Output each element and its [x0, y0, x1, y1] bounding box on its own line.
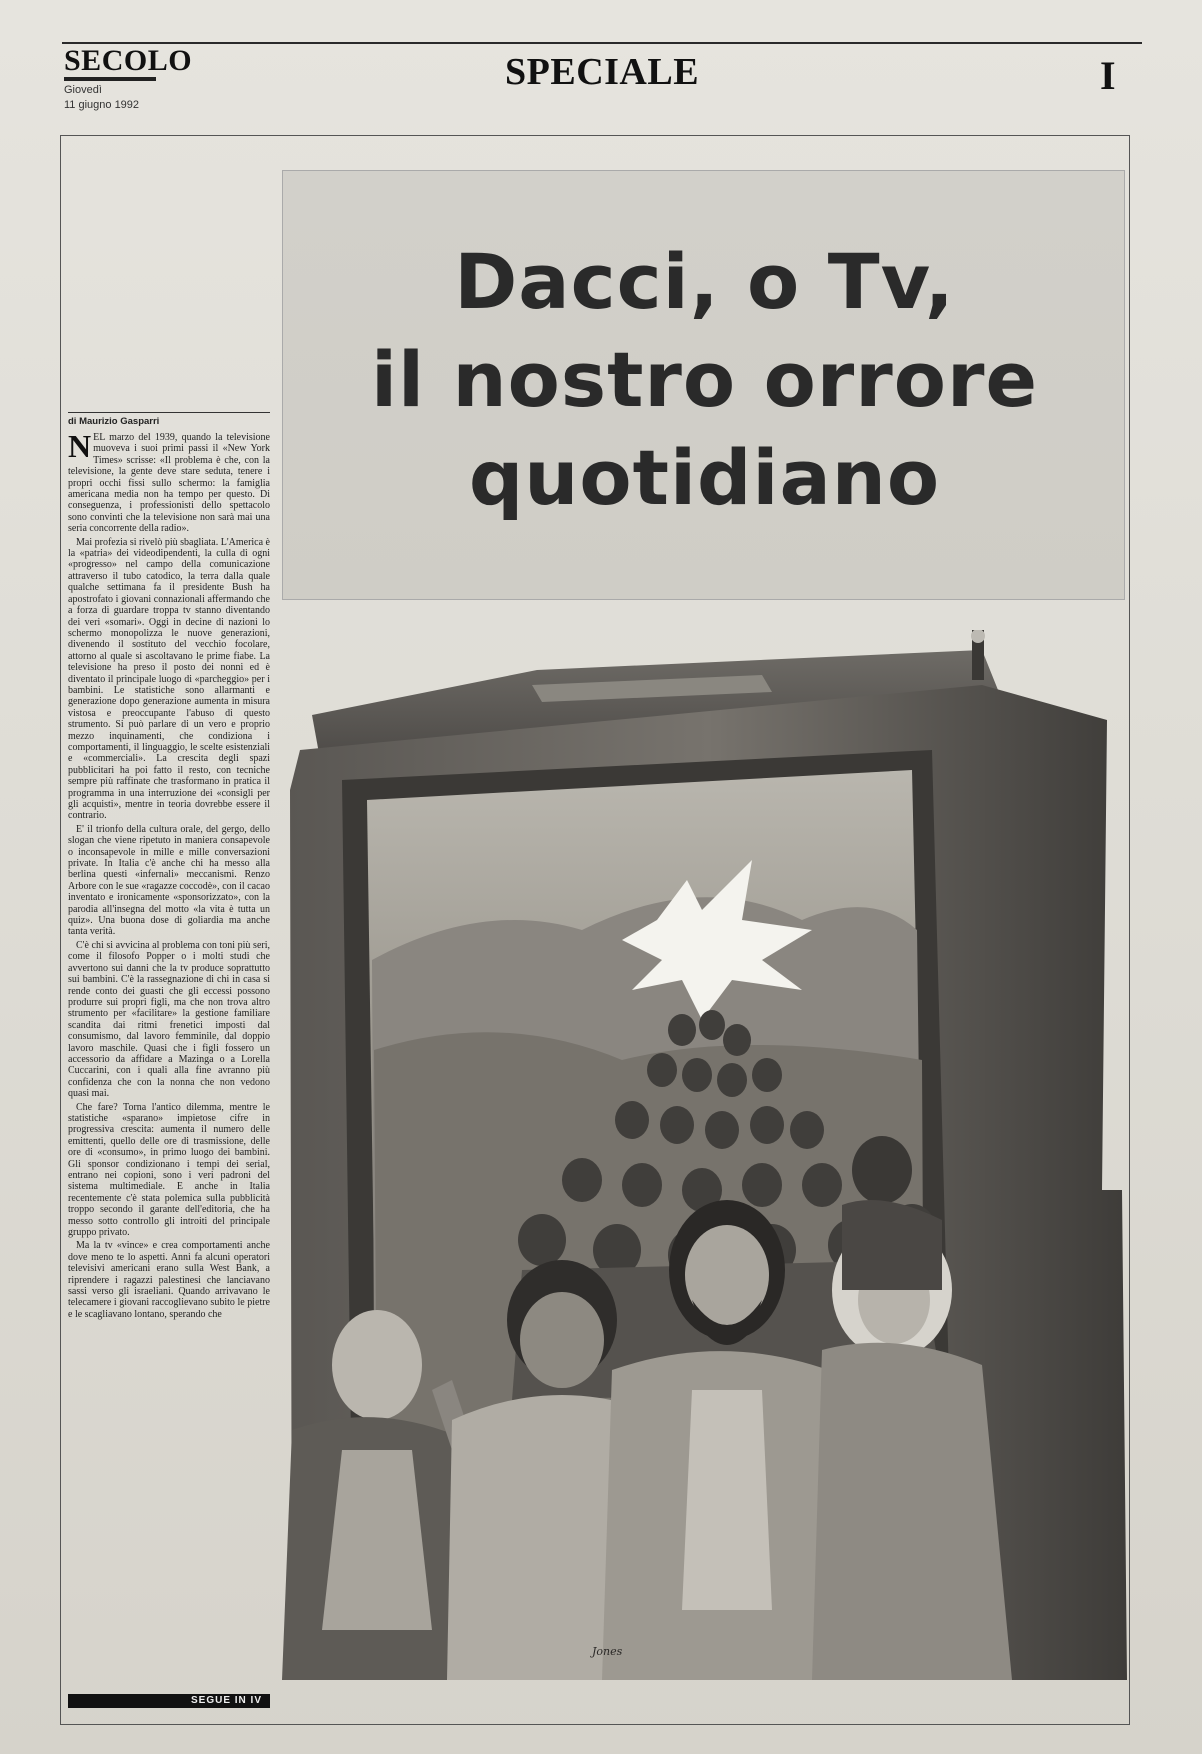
- paragraph-1-text: EL marzo del 1939, quando la televisione muoveva i suoi primi passi il «New York Times» scrisse: «Il problema è che, con la televisione, la gente deve stare seduta, tenere i propri occhi fissi sullo schermo: la famiglia americana media non ha tempo per questo. Di conseguenza, i professionisti dello spettacolo sono convinti che la televisione non sarà mai una seria concorrente della radio».: [68, 432, 270, 535]
- article-paragraph-3: E' il trionfo della cultura orale, del gergo, dello slogan che viene ripetuto in maniera consapevole o inconsapevole in mille e mille conversazioni private. In Italia c'è anche chi ha messo alla berlina questi «infernali» meccanismi. Renzo Arbore con le sue «ragazze coccodè», con il cacao inventato e ironicamente «sponsorizzato», con la parodia all'insegna del motto «la vita è tutta un quiz». Una buona dose di goliardia ma anche tanta verità.: [68, 823, 270, 938]
- dateline-day: Giovedì: [64, 84, 102, 96]
- headline-line-1: Dacci, o Tv,: [454, 237, 955, 326]
- byline: di Maurizio Gasparri: [68, 416, 160, 427]
- logo-underline: [64, 77, 156, 81]
- article-paragraph-4: C'è chi si avvicina al problema con toni più seri, come il filosofo Popper o i molti studi che avvertono sui danni che la tv produce soprattutto sui bambini. C'è la rassegnazione di chi in casa si rende conto dei guasti che gli eccessi possono produrre sui propri figli, ma che non trova altro strumento per «facilitare» la gestione familiare scandita dai ritmi frenetici imposti dal consumismo, dal lavoro femminile, dal doppio lavoro maschile. Quasi che i figli fossero un accessorio da affidare a Mazinga o a Lorella Cuccarini, con i quali alla fine avranno più confidenza che con la nonna che non vedono quasi mai.: [68, 939, 270, 1100]
- headline-line-2: il nostro orrore: [370, 335, 1038, 424]
- section-label: SPECIALE: [505, 51, 700, 93]
- header-rule: [62, 42, 1142, 44]
- article-paragraph-1: [68, 428, 270, 535]
- newspaper-logo: SECOLO: [64, 44, 193, 77]
- masthead: [64, 46, 192, 111]
- article-paragraph-5: Che fare? Torna l'antico dilemma, mentre le statistiche «sparano» impietose cifre in progressiva crescita: aumenta il numero delle emittenti, quello delle ore di trasmissione, delle ore di «consumo», in primo luogo dei bambini. Gli sponsor condizionano i tempi dei serial, entrano nei copioni, sono i veri padroni del sistema multimediale. E anche in Italia recentemente c'è stata polemica sulla pubblicità troppo secondo il garante dell'editoria, che ha messo sotto controllo gli introiti del principale gruppo privato.: [68, 1101, 270, 1239]
- byline-rule: [68, 412, 270, 413]
- article-paragraph-2: Mai profezia si rivelò più sbagliata. L'America è la «patria» dei videodipendenti, la culla di ogni «progresso» nel campo della comunicazione attraverso il tubo catodico, la terra dalla quale qualche settimana fa il presidente Bush ha apostrofato i giovani connazionali affermando che a forza di guardare troppa tv stanno diventando dei veri «somari». Oggi in decine di nazioni lo schermo monopolizza le nuove generazioni, divenendo il sostituto del vecchio focolare, attorno al quale si ascoltavano le prime fiabe. La televisione ha preso il posto dei nonni ed è diventato il principale luogo di «parcheggio» per i bambini. Le statistiche sono allarmanti e generazione dopo generazione aumenta in misura vistosa e preoccupante l'abuso di questo strumento. Si può parlare di un vero e proprio mezzo inquinamenti, che condiziona i comportamenti, il linguaggio, le scelte esistenziali e «commerciali». La crescita degli spazi pubblicitari ha poi fatto il resto, con tecniche sempre più raffinate che trasformano in pratica il programma in una interruzione dei «consigli per gli acquisti», mentre in teoria dovrebbe essere il contrario.: [68, 536, 270, 822]
- continued-banner: SEGUE IN IV: [68, 1694, 270, 1708]
- artist-signature: Jones: [592, 1645, 623, 1658]
- dateline-date: 11 giugno 1992: [64, 99, 140, 111]
- headline-box: [282, 170, 1125, 600]
- headline-line-3: quotidiano: [468, 433, 941, 522]
- article-column: [68, 412, 270, 1712]
- tv-illustration: [282, 630, 1132, 1710]
- drop-cap: N: [68, 428, 92, 464]
- article-paragraph-6: Ma la tv «vince» e crea comportamenti anche dove meno te lo aspetti. Anni fa alcuni operatori televisivi americani erano sulla West Bank, a riprendere i ragazzi palestinesi che lanciavano sassi verso gli israeliani. Quando arrivavano le telecamere i giovani raccoglievano subito le pietre e le scagliavano lontano, sperando che: [68, 1240, 270, 1320]
- headline: [283, 233, 1126, 527]
- page-number: I: [1100, 53, 1116, 98]
